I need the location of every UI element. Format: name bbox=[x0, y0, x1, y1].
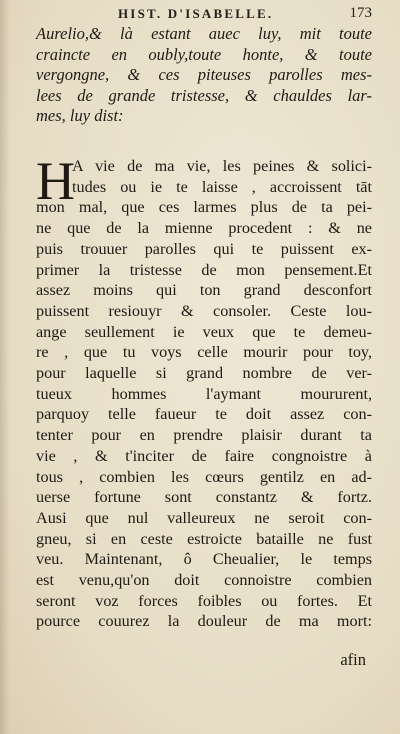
running-head: HIST. D'ISABELLE. bbox=[118, 6, 274, 21]
page-number: 173 bbox=[349, 5, 372, 21]
text-line: tous , combien les cœurs gentilz en ad- bbox=[36, 467, 372, 486]
text-line: puissent resiouyr & consoler. Ceste lou- bbox=[36, 301, 372, 320]
text-line: Ausi que nul valleureux ne seroit con- bbox=[36, 508, 372, 527]
catchword: afin bbox=[340, 650, 366, 669]
text-line: assez moins qui ton grand desconfort bbox=[36, 281, 372, 300]
text-line: ne que de la mienne procedent : & ne bbox=[36, 219, 372, 238]
text-line: re , que tu voys celle mourir pour toy, bbox=[36, 343, 372, 362]
text-line: seront voz forces foibles ou fortes. Et bbox=[36, 591, 372, 610]
text-line: lees de grande tristesse, & chauldes lar- bbox=[36, 85, 372, 105]
text-line: tudes ou ie te laisse , accroissent tāt bbox=[72, 177, 372, 196]
text-line: parquoy telle faueur te doit assez con- bbox=[36, 405, 372, 424]
text-line: veu. Maintenant, ô Cheualier, le temps bbox=[36, 550, 372, 569]
text-line: mon mal, que ces larmes plus de ta pei- bbox=[36, 198, 372, 217]
text-line: pour laquelle si grand nombre de ver- bbox=[36, 364, 372, 383]
text-line: primer la tristesse de mon pensement.Et bbox=[36, 260, 372, 279]
text-line: tenter pour en prendre plaisir durant ta bbox=[36, 426, 372, 445]
text-line: tueux hommes l'aymant moururent, bbox=[36, 384, 372, 403]
text-line: A vie de ma vie, les peines & solici- bbox=[72, 157, 372, 175]
text-line: vie , & t'inciter de faire congnoistre à bbox=[36, 446, 372, 465]
text-line: gneu, si en ceste estroicte bataille ne fust bbox=[36, 529, 372, 548]
intro-paragraph bbox=[36, 24, 372, 127]
text-line: craincte en oubly,toute honte, & toute bbox=[36, 44, 372, 64]
text-line: mes, luy dist: bbox=[36, 106, 124, 126]
page-gutter-shadow bbox=[0, 0, 10, 734]
text-line: ange seullement ie veux que te demeu- bbox=[36, 322, 372, 341]
text-line: uerse fortune sont constantz & fortz. bbox=[36, 488, 372, 507]
text-line: vergongne, & ces piteuses parolles mes- bbox=[36, 65, 372, 85]
drop-cap: H bbox=[36, 151, 75, 211]
speech-paragraph bbox=[36, 151, 372, 632]
text-line: puis trouuer parolles qui te puissent ex- bbox=[36, 239, 372, 258]
text-line: pource couurez la douleur de ma mort: bbox=[36, 612, 372, 631]
text-line: Aurelio,& là estant auec luy, mit toute bbox=[36, 24, 372, 43]
text-line: est venu,qu'on doit connoistre combien bbox=[36, 571, 372, 590]
